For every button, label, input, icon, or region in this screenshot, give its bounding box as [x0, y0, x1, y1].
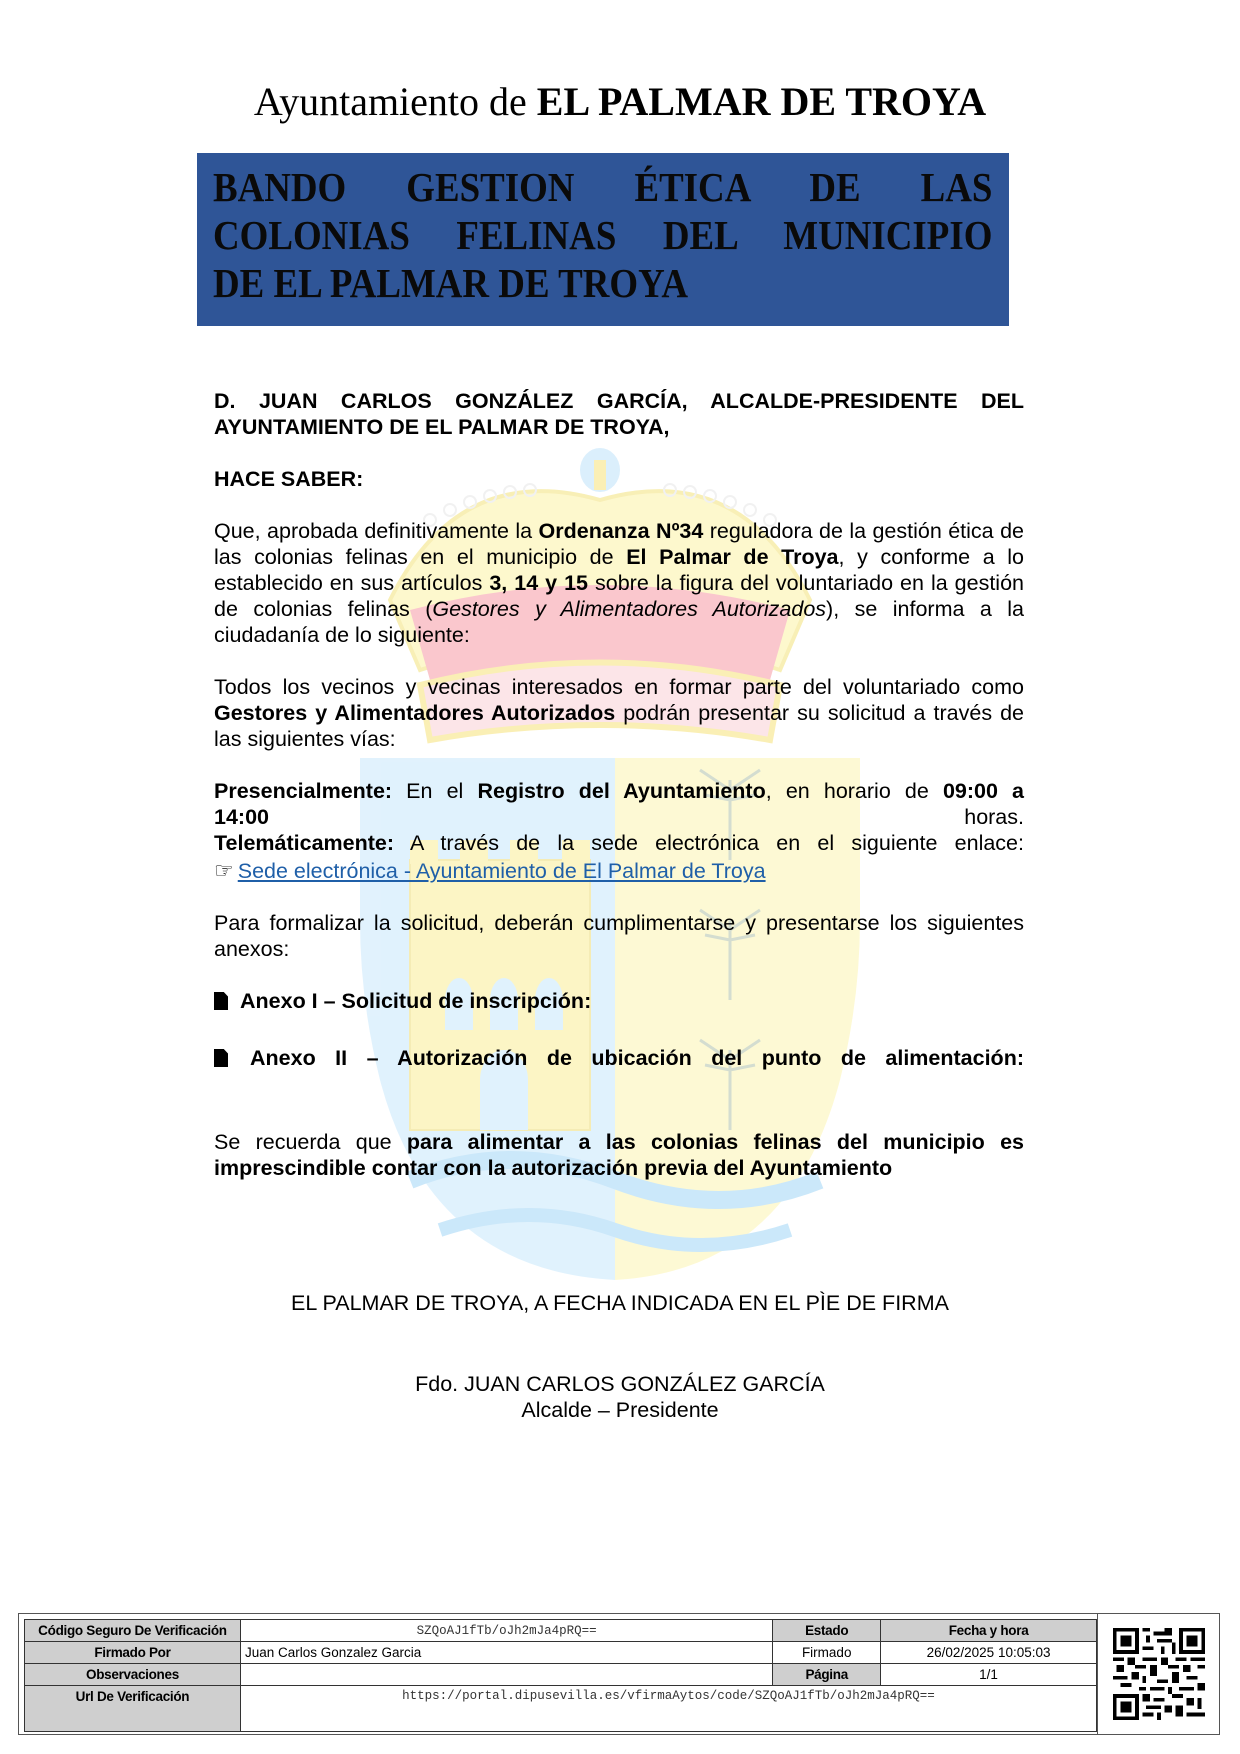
- fecha-value: 26/02/2025 10:05:03: [881, 1642, 1097, 1664]
- roles-italic: Gestores y Alimentadores Autorizados: [432, 597, 827, 621]
- url-label: Url De Verificación: [25, 1686, 241, 1732]
- pointing-hand-icon: ☞: [214, 858, 234, 883]
- p1-text-1: Que, aprobada definitivamente la: [214, 519, 539, 543]
- estado-value: Firmado: [773, 1642, 881, 1664]
- paragraph-ordinance: [214, 518, 1024, 648]
- hours-end: 14:00: [214, 805, 269, 829]
- header-prefix: Ayuntamiento de: [253, 79, 537, 124]
- document-icon: [214, 992, 228, 1010]
- pagina-value: 1/1: [881, 1664, 1097, 1686]
- title-line-3: DE EL PALMAR DE TROYA: [213, 260, 689, 306]
- qr-code-container: [1097, 1614, 1220, 1734]
- pagina-label: Página: [773, 1664, 881, 1686]
- p2-text-1: Todos los vecinos y vecinas interesados en formar parte del voluntariado como: [214, 675, 1024, 699]
- hours-line: [214, 804, 1024, 830]
- online-label: Telemáticamente:: [214, 831, 395, 855]
- table-row: [25, 1620, 1097, 1642]
- paragraph-volunteers: [214, 674, 1024, 752]
- announce-heading: [214, 466, 1024, 492]
- in-person-line: [214, 778, 1024, 804]
- sede-link-line: [214, 858, 1024, 884]
- estado-label: Estado: [773, 1620, 881, 1642]
- observaciones-value: [240, 1664, 772, 1686]
- issuer-paragraph: [214, 388, 1024, 440]
- document-icon: [214, 1049, 228, 1067]
- annex-2-label: Anexo II – Autorización de ubicación del punto de alimentación:: [250, 1046, 1024, 1070]
- p1-text-2: reguladora de la gestión ética de las colonias felinas en el municipio de: [214, 519, 1024, 569]
- reminder-paragraph: [214, 1129, 1024, 1181]
- paragraph-annexes: Para formalizar la solicitud, deberán cumplimentarse y presentarse los siguientes anexos:: [214, 911, 1024, 961]
- registry-office: Registro del Ayuntamiento: [477, 779, 766, 803]
- in-person-text-1: En el: [392, 779, 478, 803]
- p1-text-5: ), se informa a la ciudadanía de lo siguiente:: [214, 597, 1024, 647]
- table-row: [25, 1686, 1097, 1732]
- ordinance-number: Ordenanza Nº34: [538, 519, 704, 543]
- p1-text-4: sobre la figura del voluntariado en la gestión de colonias felinas (: [214, 571, 1024, 621]
- signature-verification-footer: [18, 1613, 1220, 1735]
- annex-2[interactable]: [214, 1045, 1024, 1071]
- signer-role: Alcalde – Presidente: [521, 1398, 719, 1422]
- document-body: [214, 388, 1024, 1207]
- online-text: A través de la sede electrónica en el siguiente enlace:: [394, 831, 1024, 855]
- reminder-bold: para alimentar a las colonias felinas del municipio es imprescindible contar con la autorización previa del Ayuntamiento: [214, 1130, 1024, 1180]
- announce-text: HACE SABER:: [214, 467, 364, 491]
- place-date: EL PALMAR DE TROYA, A FECHA INDICADA EN EL PÌE DE FIRMA: [291, 1291, 949, 1315]
- csv-value: SZQoAJ1fTb/oJh2mJa4pRQ==: [240, 1620, 772, 1642]
- qr-code-icon[interactable]: [1113, 1628, 1205, 1720]
- header-municipality: EL PALMAR DE TROYA: [536, 79, 987, 124]
- hours-start: 09:00 a: [942, 779, 1025, 803]
- url-value[interactable]: https://portal.dipusevilla.es/vfirmaAytos/code/SZQoAJ1fTb/oJh2mJa4pRQ==: [240, 1686, 1096, 1732]
- page-header: [0, 78, 1240, 125]
- articles: 3, 14 y 15: [489, 571, 589, 595]
- p2-roles: Gestores y Alimentadores Autorizados: [214, 701, 616, 725]
- observaciones-label: Observaciones: [25, 1664, 241, 1686]
- p2-text-2: podrán presentar su solicitud a través de las siguientes vías:: [214, 701, 1025, 751]
- p1-text-3: , y conforme a lo establecido en sus artículos: [214, 545, 1024, 595]
- hours-suffix: horas.: [964, 805, 1024, 829]
- table-row: [25, 1642, 1097, 1664]
- municipality-name: El Palmar de Troya: [626, 545, 839, 569]
- csv-label: Código Seguro De Verificación: [25, 1620, 241, 1642]
- annex-1[interactable]: [214, 988, 1024, 1014]
- table-row: [25, 1664, 1097, 1686]
- in-person-text-2: , en horario de: [765, 779, 943, 803]
- firmado-por-label: Firmado Por: [25, 1642, 241, 1664]
- reminder-text: Se recuerda que: [214, 1130, 407, 1154]
- annex-1-label: Anexo I – Solicitud de inscripción:: [240, 989, 592, 1013]
- sede-electronica-link[interactable]: Sede electrónica - Ayuntamiento de El Palmar de Troya: [237, 859, 766, 883]
- title-line-2: COLONIAS FELINAS DEL MUNICIPIO: [213, 212, 993, 258]
- signature-table: [24, 1619, 1097, 1732]
- firmado-por-value: Juan Carlos Gonzalez Garcia: [240, 1642, 772, 1664]
- online-line: [214, 830, 1024, 856]
- in-person-label: Presencialmente:: [214, 779, 393, 803]
- title-banner: [197, 153, 1009, 326]
- title-line-1: BANDO GESTION ÉTICA DE LAS: [213, 164, 993, 210]
- paragraph-channels: [214, 778, 1024, 884]
- issuer: D. JUAN CARLOS GONZÁLEZ GARCÍA, ALCALDE-PRESIDENTE DEL AYUNTAMIENTO DE EL PALMAR DE TROYA,: [214, 389, 1024, 439]
- fecha-label: Fecha y hora: [881, 1620, 1097, 1642]
- signed-by: Fdo. JUAN CARLOS GONZÁLEZ GARCÍA: [415, 1372, 825, 1396]
